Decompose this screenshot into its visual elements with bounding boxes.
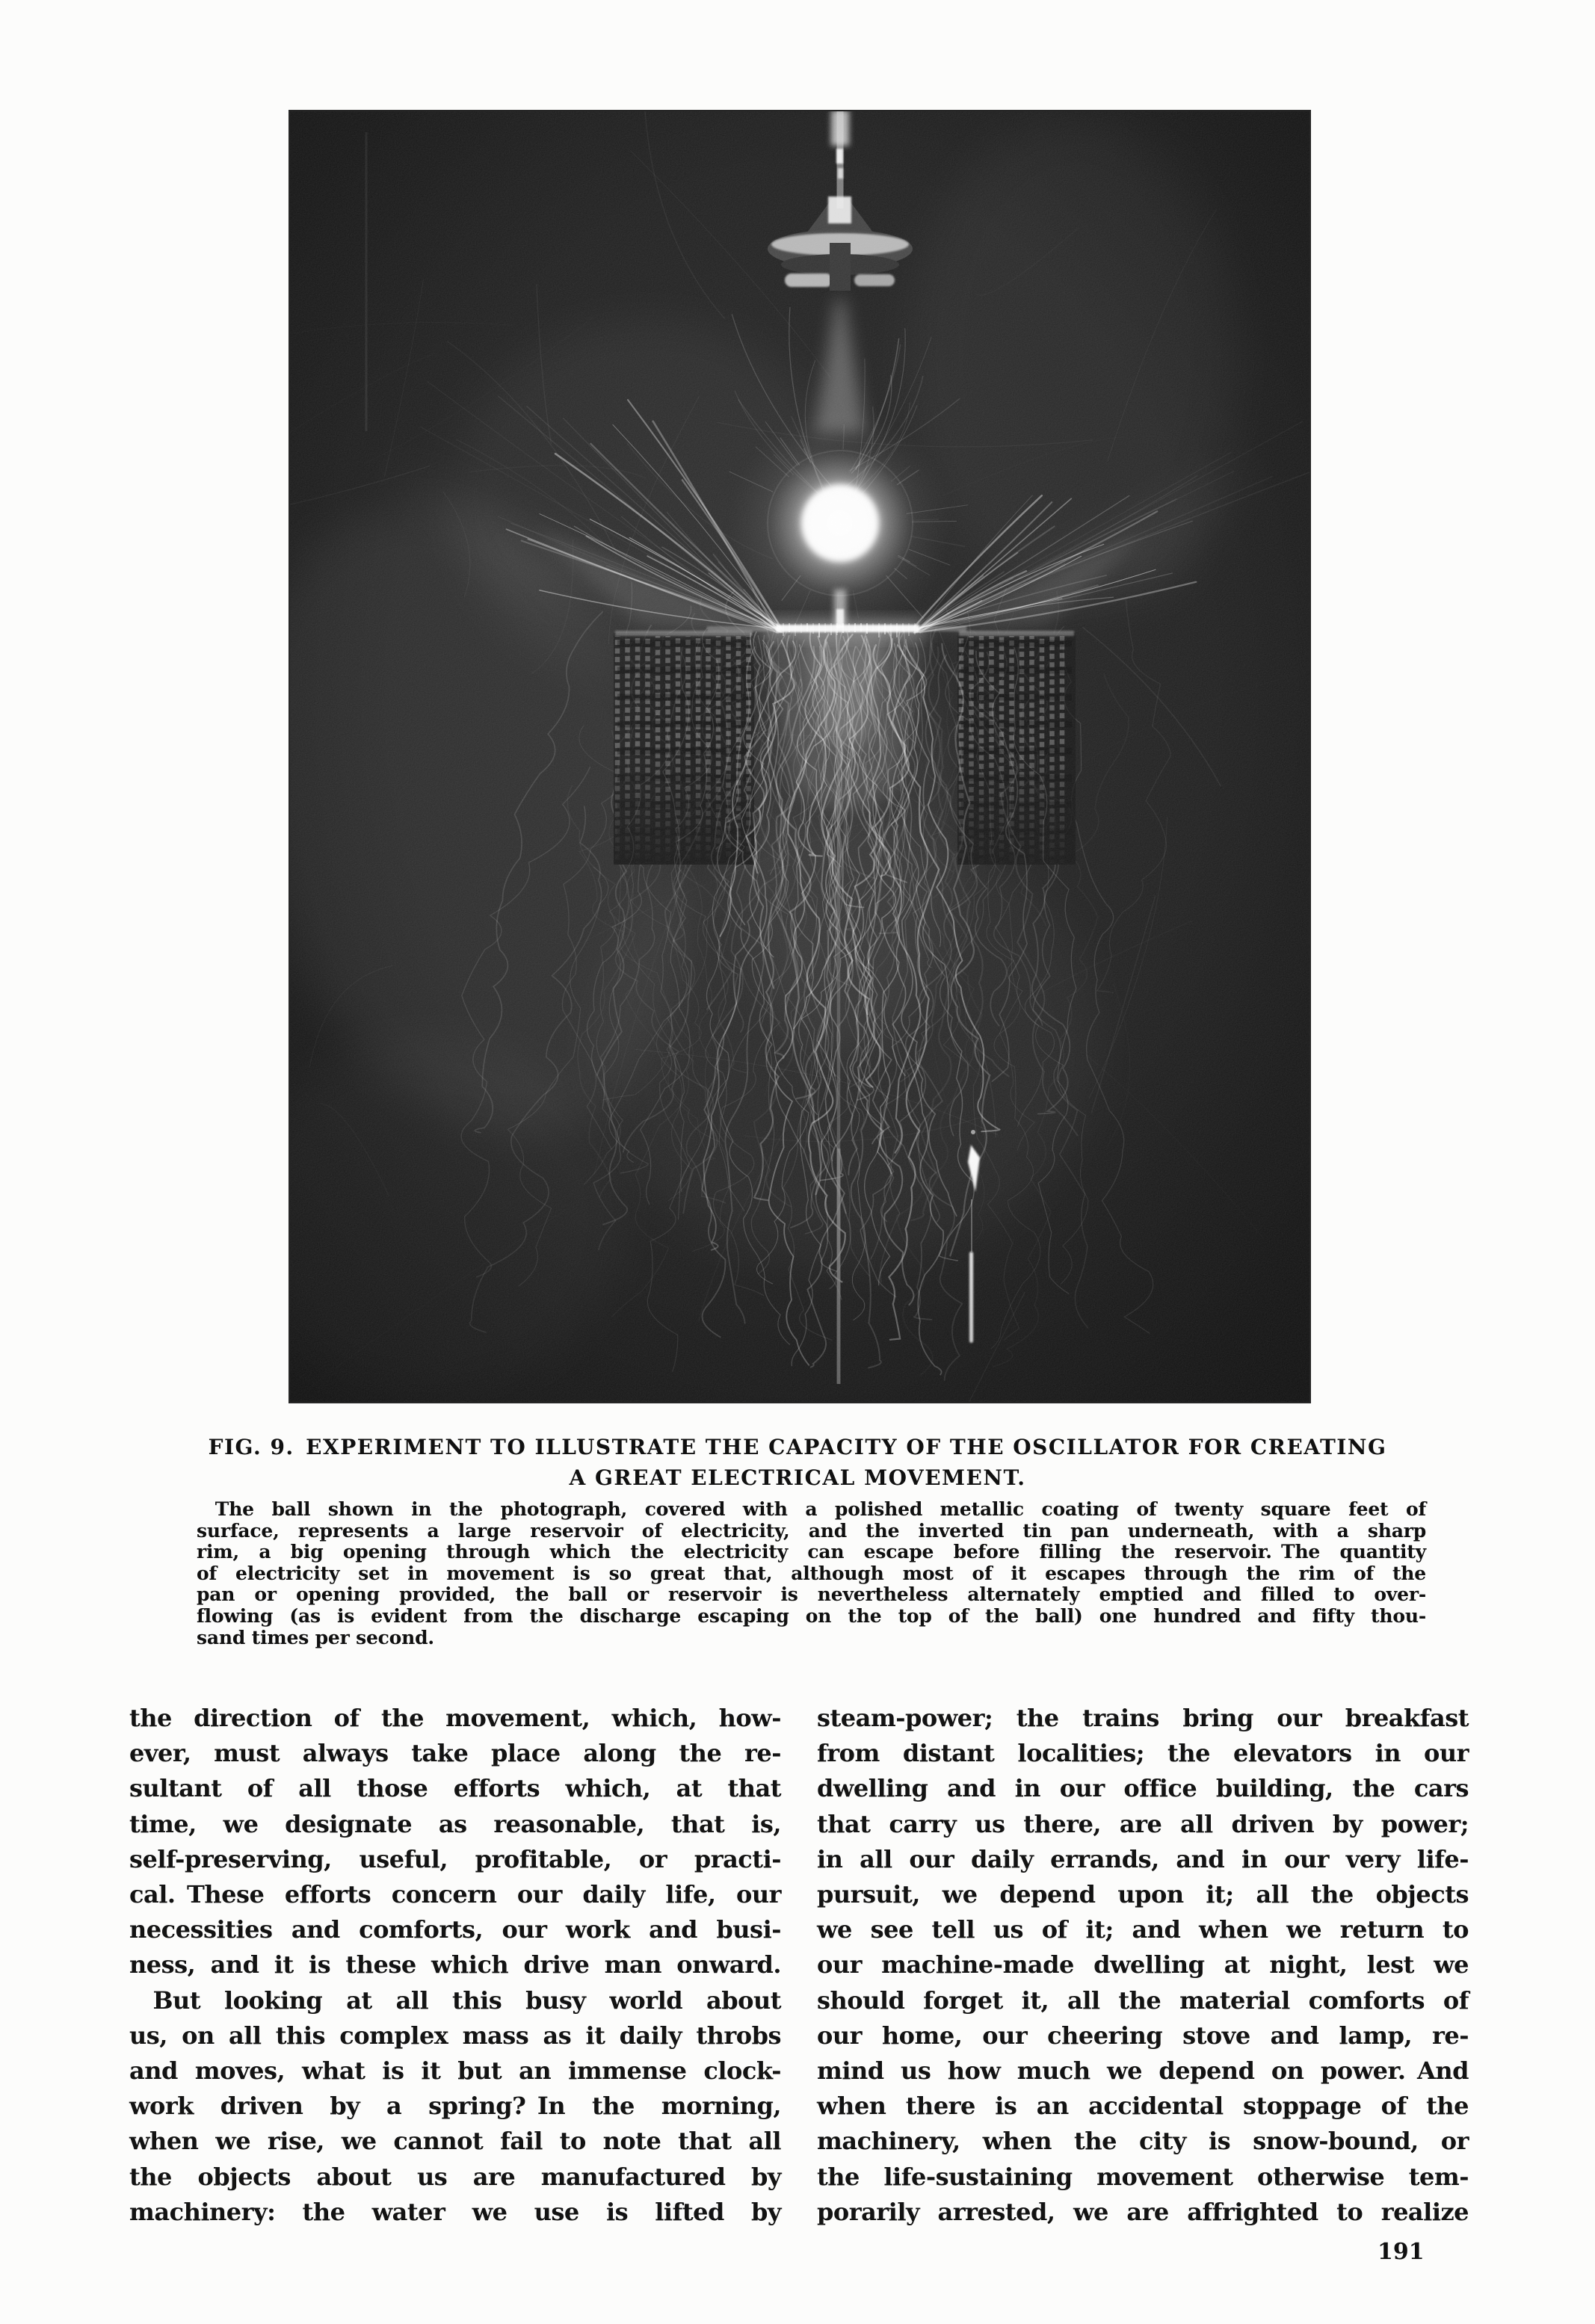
text-line: ness, and it is these which drive man onward.	[129, 1950, 781, 1980]
text-column-left	[129, 1701, 781, 2230]
text-line: porarily arrested, we are affrighted to realize	[817, 2197, 1469, 2226]
text-line: work driven by a spring? In the morning,	[129, 2092, 781, 2121]
text-line: rim, a big opening through which the electricity can escape before filling the reservoir. The quantity	[197, 1541, 1426, 1563]
text-line: sultant of all those efforts which, at that	[129, 1774, 781, 1803]
figure-caption-title-line2: A GREAT ELECTRICAL MOVEMENT.	[569, 1465, 1026, 1490]
text-line: steam-power; the trains bring our breakfast	[817, 1704, 1469, 1732]
text-line: pursuit, we depend upon it; all the objects	[817, 1880, 1469, 1909]
figure-photograph	[289, 110, 1311, 1403]
text-line: cal. These efforts concern our daily life, our	[129, 1880, 781, 1909]
text-line: the direction of the movement, which, how-	[129, 1704, 781, 1732]
text-line: mind us how much we depend on power. And	[817, 2056, 1469, 2086]
text-column-right	[817, 1701, 1469, 2230]
text-line: But looking at all this busy world about	[129, 1985, 781, 2015]
text-line: should forget it, all the material comforts of	[817, 1985, 1469, 2015]
text-line: that carry us there, are all driven by power;	[817, 1809, 1469, 1838]
text-line: ever, must always take place along the re-	[129, 1739, 781, 1768]
text-line: necessities and comforts, our work and busi-	[129, 1915, 781, 1944]
text-line: sand times per second.	[197, 1626, 434, 1648]
text-line: our home, our cheering stove and lamp, re-	[817, 2021, 1469, 2050]
text-line: self-preserving, useful, profitable, or practi-	[129, 1844, 781, 1873]
oscillator-discharge-photo	[289, 110, 1311, 1403]
text-line: surface, represents a large reservoir of electricity, and the inverted tin pan underneath, with a sharp	[197, 1519, 1426, 1542]
text-line: we see tell us of it; and when we return to	[817, 1915, 1469, 1944]
text-line: the life-sustaining movement otherwise tem-	[817, 2162, 1469, 2191]
text-line: The ball shown in the photograph, covered with a polished metallic coating of twenty square feet of	[197, 1498, 1426, 1520]
text-line: pan or opening provided, the ball or reservoir is nevertheless alternately emptied and filled to over-	[197, 1583, 1426, 1606]
page-number: 191	[1378, 2239, 1425, 2265]
text-line: machinery: the water we use is lifted by	[129, 2197, 781, 2226]
text-line: when there is an accidental stoppage of the	[817, 2092, 1469, 2121]
text-line: and moves, what is it but an immense clock-	[129, 2056, 781, 2086]
text-line: when we rise, we cannot fail to note that all	[129, 2127, 781, 2156]
figure-caption-text	[197, 1499, 1426, 1648]
text-line: dwelling and in our office building, the cars	[817, 1774, 1469, 1803]
text-line: the objects about us are manufactured by	[129, 2162, 781, 2191]
text-line: time, we designate as reasonable, that is,	[129, 1809, 781, 1838]
text-line: of electricity set in movement is so great that, although most of it escapes through the rim of the	[197, 1562, 1426, 1584]
figure-caption-title	[0, 1432, 1595, 1493]
text-line: us, on all this complex mass as it daily throbs	[129, 2021, 781, 2050]
text-line: from distant localities; the elevators in our	[817, 1739, 1469, 1768]
text-line: flowing (as is evident from the discharge escaping on the top of the ball) one hundred and fifty thou-	[197, 1604, 1426, 1627]
text-line: our machine-made dwelling at night, lest we	[817, 1950, 1469, 1980]
text-line: machinery, when the city is snow-bound, or	[817, 2127, 1469, 2156]
figure-caption-title-line1: FIG. 9. EXPERIMENT TO ILLUSTRATE THE CAPACITY OF THE OSCILLATOR FOR CREATING	[208, 1435, 1387, 1459]
text-line: in all our daily errands, and in our very life-	[817, 1844, 1469, 1873]
